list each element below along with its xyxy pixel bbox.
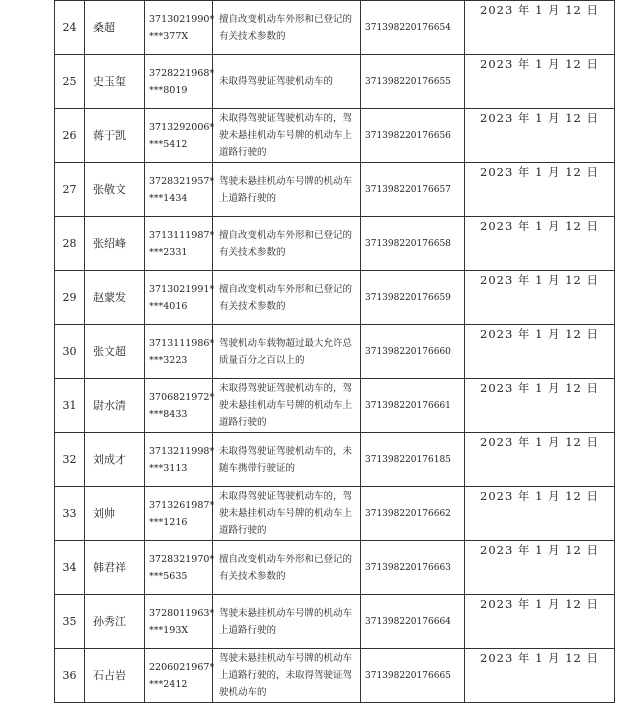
id-number-part2: ***3113 bbox=[149, 462, 188, 474]
document-number: 371398220176655 bbox=[361, 55, 465, 109]
row-number: 35 bbox=[55, 595, 85, 649]
id-number bbox=[145, 271, 213, 325]
document-number: 371398220176662 bbox=[361, 487, 465, 541]
row-number: 28 bbox=[55, 217, 85, 271]
document-number: 371398220176654 bbox=[361, 1, 465, 55]
decision-date: 2023 年 1 月 12 日 bbox=[465, 649, 615, 703]
id-number bbox=[145, 379, 213, 433]
table-row bbox=[55, 379, 615, 433]
table-body bbox=[55, 1, 615, 703]
id-number bbox=[145, 163, 213, 217]
person-name: 韩君祥 bbox=[85, 541, 145, 595]
table-row bbox=[55, 325, 615, 379]
person-name: 张绍峰 bbox=[85, 217, 145, 271]
row-number: 36 bbox=[55, 649, 85, 703]
id-number-part2: ***2412 bbox=[149, 678, 188, 690]
id-number bbox=[145, 1, 213, 55]
id-number-part1: 2206021967* bbox=[149, 661, 215, 673]
violation-reason: 驾驶机动车载物超过最大允许总质量百分之百以上的 bbox=[213, 325, 361, 379]
person-name: 刘成才 bbox=[85, 433, 145, 487]
decision-date: 2023 年 1 月 12 日 bbox=[465, 541, 615, 595]
table-row bbox=[55, 649, 615, 703]
decision-date: 2023 年 1 月 12 日 bbox=[465, 271, 615, 325]
table-row bbox=[55, 487, 615, 541]
table-row bbox=[55, 271, 615, 325]
id-number-part2: ***8433 bbox=[149, 408, 188, 420]
person-name: 赵蒙发 bbox=[85, 271, 145, 325]
decision-date: 2023 年 1 月 12 日 bbox=[465, 109, 615, 163]
violation-reason: 擅自改变机动车外形和已登记的有关技术参数的 bbox=[213, 217, 361, 271]
id-number bbox=[145, 325, 213, 379]
id-number-part1: 3713021991* bbox=[149, 283, 215, 295]
violation-reason: 驾驶未悬挂机动车号牌的机动车上道路行驶的 bbox=[213, 163, 361, 217]
decision-date: 2023 年 1 月 12 日 bbox=[465, 163, 615, 217]
penalty-table bbox=[54, 0, 615, 703]
id-number-part2: ***1434 bbox=[149, 192, 188, 204]
violation-reason: 未取得驾驶证驾驶机动车的 bbox=[213, 55, 361, 109]
person-name: 刘帅 bbox=[85, 487, 145, 541]
person-name: 蒋于凯 bbox=[85, 109, 145, 163]
document-number: 371398220176663 bbox=[361, 541, 465, 595]
id-number-part1: 3713111987* bbox=[149, 229, 215, 241]
person-name: 孙秀江 bbox=[85, 595, 145, 649]
id-number-part2: ***3223 bbox=[149, 354, 188, 366]
violation-reason: 未取得驾驶证驾驶机动车的，未随车携带行驶证的 bbox=[213, 433, 361, 487]
id-number-part1: 3706821972* bbox=[149, 391, 215, 403]
table-row bbox=[55, 1, 615, 55]
id-number bbox=[145, 487, 213, 541]
decision-date: 2023 年 1 月 12 日 bbox=[465, 325, 615, 379]
table-row bbox=[55, 217, 615, 271]
id-number-part1: 3713211998* bbox=[149, 445, 215, 457]
violation-reason: 驾驶未悬挂机动车号牌的机动车上道路行驶的 bbox=[213, 595, 361, 649]
table-row bbox=[55, 55, 615, 109]
row-number: 26 bbox=[55, 109, 85, 163]
violation-reason: 擅自改变机动车外形和已登记的有关技术参数的 bbox=[213, 271, 361, 325]
decision-date: 2023 年 1 月 12 日 bbox=[465, 433, 615, 487]
document-number: 371398220176185 bbox=[361, 433, 465, 487]
row-number: 29 bbox=[55, 271, 85, 325]
table-row bbox=[55, 595, 615, 649]
id-number-part2: ***1216 bbox=[149, 516, 188, 528]
row-number: 32 bbox=[55, 433, 85, 487]
document-number: 371398220176659 bbox=[361, 271, 465, 325]
violation-reason: 未取得驾驶证驾驶机动车的，驾驶未悬挂机动车号牌的机动车上道路行驶的 bbox=[213, 487, 361, 541]
table-row bbox=[55, 541, 615, 595]
id-number-part1: 3713111986* bbox=[149, 337, 215, 349]
id-number-part1: 3728011963* bbox=[149, 607, 215, 619]
decision-date: 2023 年 1 月 12 日 bbox=[465, 1, 615, 55]
violation-reason: 未取得驾驶证驾驶机动车的，驾驶未悬挂机动车号牌的机动车上道路行驶的 bbox=[213, 109, 361, 163]
violation-reason: 擅自改变机动车外形和已登记的有关技术参数的 bbox=[213, 541, 361, 595]
decision-date: 2023 年 1 月 12 日 bbox=[465, 217, 615, 271]
table-row bbox=[55, 433, 615, 487]
document-number: 371398220176665 bbox=[361, 649, 465, 703]
document-number: 371398220176661 bbox=[361, 379, 465, 433]
row-number: 24 bbox=[55, 1, 85, 55]
id-number-part2: ***5412 bbox=[149, 138, 188, 150]
id-number bbox=[145, 649, 213, 703]
row-number: 31 bbox=[55, 379, 85, 433]
person-name: 张文超 bbox=[85, 325, 145, 379]
id-number-part1: 3713292006* bbox=[149, 121, 215, 133]
row-number: 34 bbox=[55, 541, 85, 595]
id-number-part1: 3728221968* bbox=[149, 67, 215, 79]
id-number-part1: 3713021990* bbox=[149, 13, 215, 25]
decision-date: 2023 年 1 月 12 日 bbox=[465, 595, 615, 649]
id-number bbox=[145, 595, 213, 649]
id-number bbox=[145, 541, 213, 595]
person-name: 史玉玺 bbox=[85, 55, 145, 109]
violation-reason: 驾驶未悬挂机动车号牌的机动车上道路行驶的，未取得驾驶证驾驶机动车的 bbox=[213, 649, 361, 703]
document-number: 371398220176658 bbox=[361, 217, 465, 271]
id-number-part1: 3728321970* bbox=[149, 553, 215, 565]
person-name: 桑超 bbox=[85, 1, 145, 55]
id-number-part2: ***377X bbox=[149, 30, 189, 42]
id-number-part2: ***8019 bbox=[149, 84, 188, 96]
document-number: 371398220176660 bbox=[361, 325, 465, 379]
id-number-part1: 3713261987* bbox=[149, 499, 215, 511]
document-number: 371398220176656 bbox=[361, 109, 465, 163]
id-number bbox=[145, 55, 213, 109]
violation-reason: 擅自改变机动车外形和已登记的有关技术参数的 bbox=[213, 1, 361, 55]
id-number-part2: ***193X bbox=[149, 624, 189, 636]
table-row bbox=[55, 163, 615, 217]
id-number-part2: ***5635 bbox=[149, 570, 188, 582]
document-number: 371398220176664 bbox=[361, 595, 465, 649]
decision-date: 2023 年 1 月 12 日 bbox=[465, 487, 615, 541]
decision-date: 2023 年 1 月 12 日 bbox=[465, 55, 615, 109]
id-number bbox=[145, 217, 213, 271]
row-number: 25 bbox=[55, 55, 85, 109]
id-number-part2: ***4016 bbox=[149, 300, 188, 312]
row-number: 33 bbox=[55, 487, 85, 541]
id-number bbox=[145, 109, 213, 163]
id-number-part1: 3728321957* bbox=[149, 175, 215, 187]
table-row bbox=[55, 109, 615, 163]
violation-reason: 未取得驾驶证驾驶机动车的，驾驶未悬挂机动车号牌的机动车上道路行驶的 bbox=[213, 379, 361, 433]
row-number: 27 bbox=[55, 163, 85, 217]
person-name: 石占岩 bbox=[85, 649, 145, 703]
id-number bbox=[145, 433, 213, 487]
row-number: 30 bbox=[55, 325, 85, 379]
decision-date: 2023 年 1 月 12 日 bbox=[465, 379, 615, 433]
person-name: 尉水清 bbox=[85, 379, 145, 433]
id-number-part2: ***2331 bbox=[149, 246, 188, 258]
document-number: 371398220176657 bbox=[361, 163, 465, 217]
person-name: 张敬文 bbox=[85, 163, 145, 217]
